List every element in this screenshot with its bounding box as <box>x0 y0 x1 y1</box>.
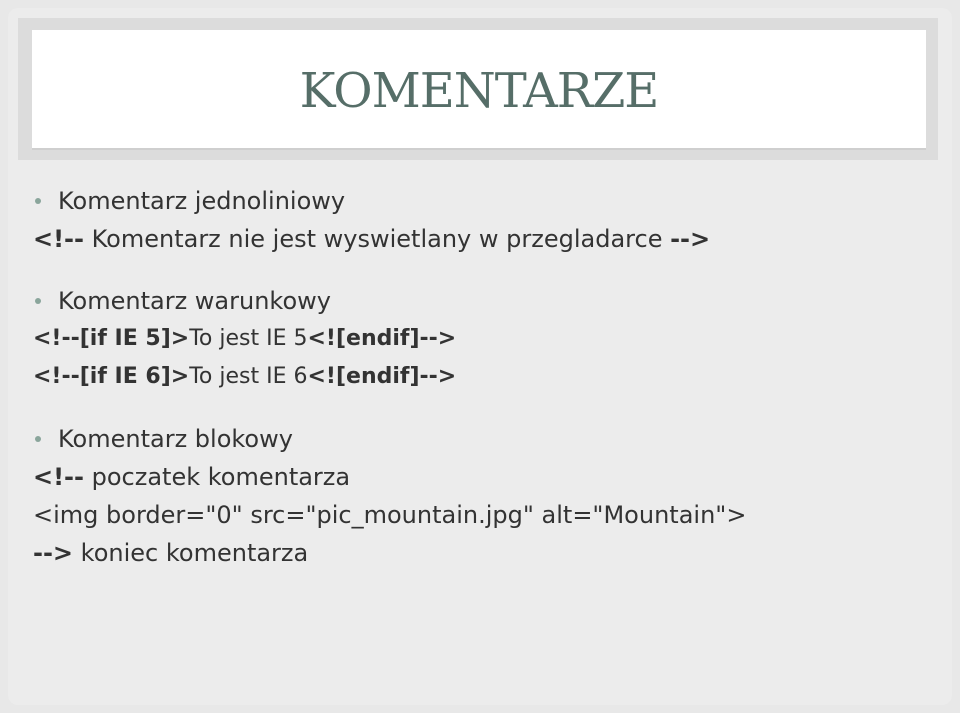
slide-content <box>33 182 933 572</box>
bullet-dot-icon <box>35 198 41 204</box>
code-tag: <!--[if IE 6]> <box>33 364 190 389</box>
code-line <box>33 534 933 572</box>
code-line <box>33 320 933 358</box>
code-text: <img border="0" src="pic_mountain.jpg" alt="Mountain"> <box>33 501 747 529</box>
code-tag: <!-- <box>33 225 84 253</box>
slide-title: KOMENTARZE <box>299 63 659 119</box>
bullet-item <box>33 182 933 220</box>
code-text: poczatek komentarza <box>83 463 351 491</box>
bullet-item <box>33 282 933 320</box>
section-heading: Komentarz blokowy <box>58 425 293 453</box>
code-line <box>33 358 933 396</box>
spacer <box>33 258 933 282</box>
code-tag: <!-- <box>33 463 84 491</box>
code-line <box>33 458 933 496</box>
code-tag: --> <box>670 225 711 253</box>
code-text: To jest IE 5 <box>189 326 308 351</box>
title-box <box>32 30 926 150</box>
code-text: To jest IE 6 <box>189 364 308 389</box>
code-tag: <![endif]--> <box>307 364 457 389</box>
code-tag: <![endif]--> <box>307 326 457 351</box>
code-text: koniec komentarza <box>73 539 309 567</box>
code-text: Komentarz nie jest wyswietlany w przegladarce <box>83 225 671 253</box>
spacer <box>33 396 933 420</box>
bullet-dot-icon <box>35 436 41 442</box>
bullet-dot-icon <box>35 298 41 304</box>
code-line <box>33 496 933 534</box>
code-tag: <!--[if IE 5]> <box>33 326 190 351</box>
section-heading: Komentarz jednoliniowy <box>58 187 346 215</box>
bullet-item <box>33 420 933 458</box>
section-heading: Komentarz warunkowy <box>58 287 331 315</box>
code-tag: --> <box>33 539 74 567</box>
code-line <box>33 220 933 258</box>
